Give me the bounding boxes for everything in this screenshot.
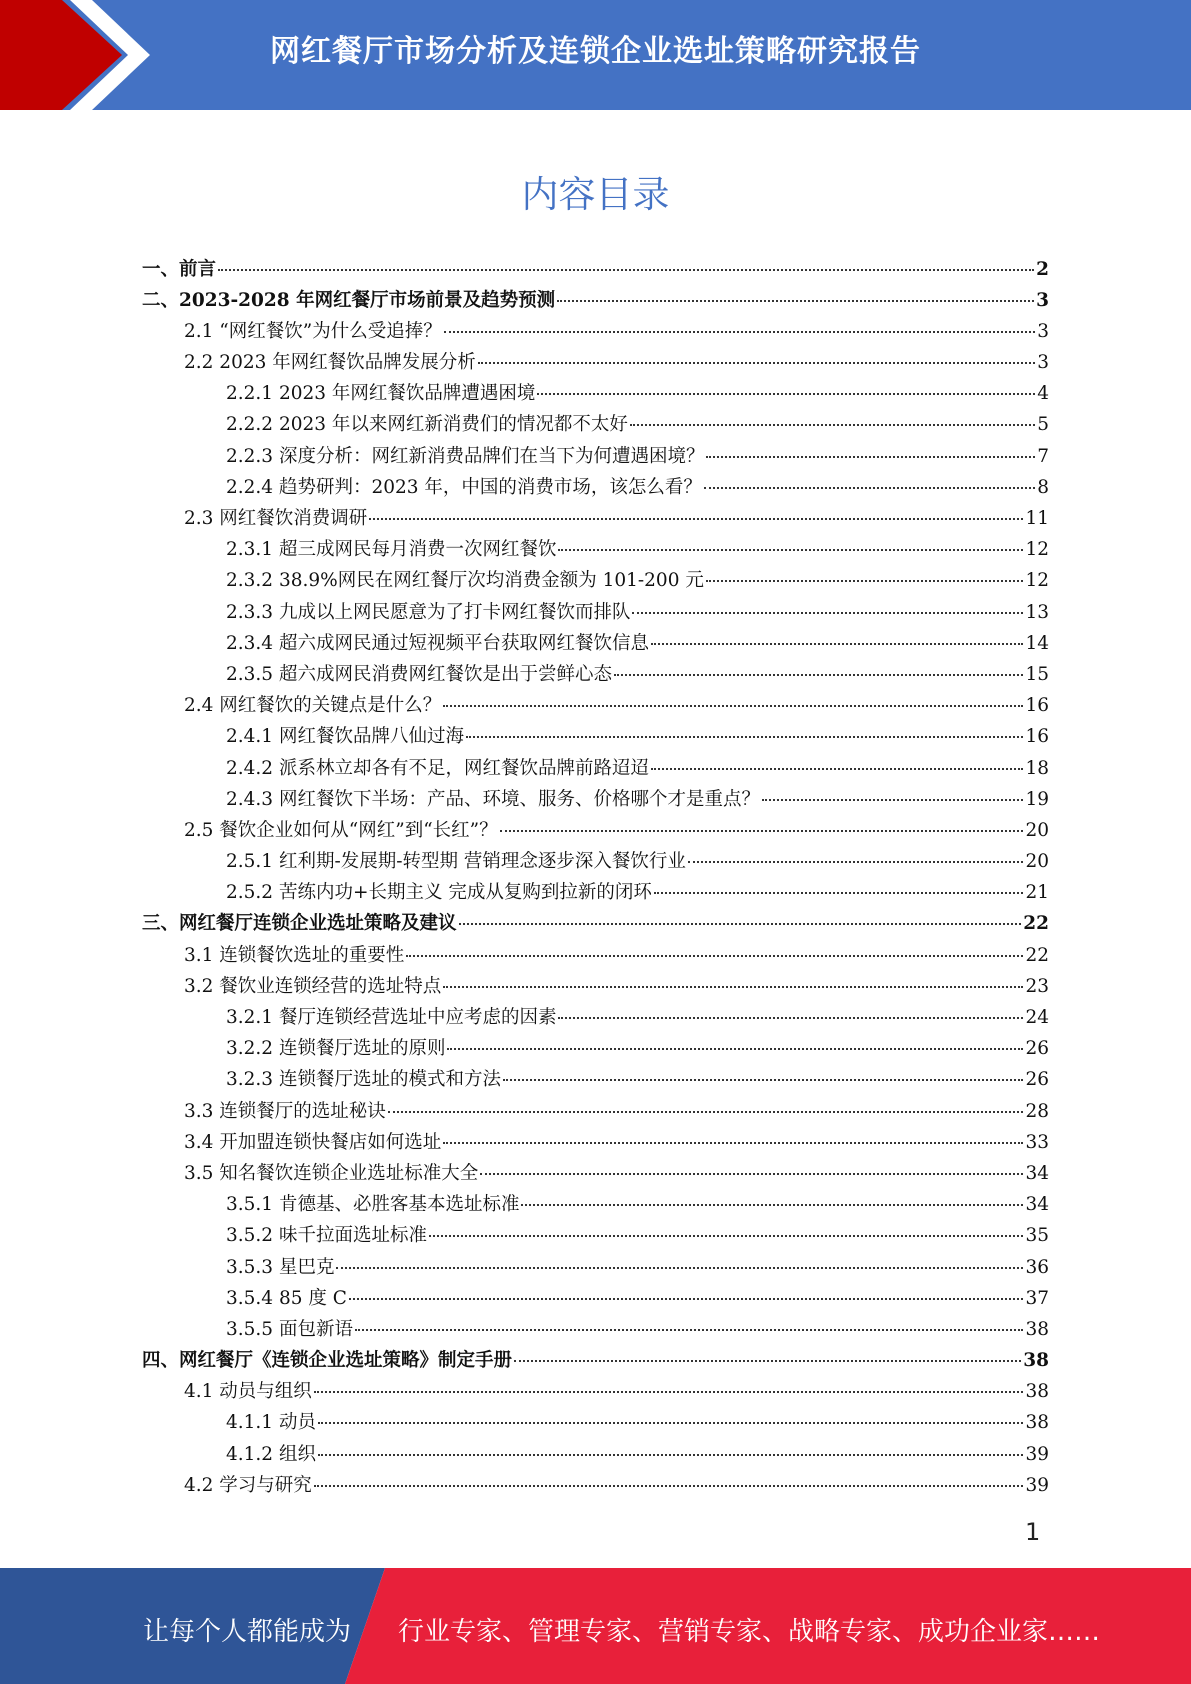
footer-banner xyxy=(0,1568,1191,1684)
toc-entry-title: 3.3 连锁餐厅的选址秘诀 xyxy=(184,1100,386,1122)
toc-entry-page: 39 xyxy=(1025,1474,1049,1496)
toc-leader-dots xyxy=(480,1154,1023,1175)
toc-leader-dots xyxy=(651,749,1023,770)
toc-entry-page: 12 xyxy=(1025,570,1049,592)
report-title: 网红餐厅市场分析及连锁企业选址策略研究报告 xyxy=(270,34,921,69)
toc-entry-page: 38 xyxy=(1025,1318,1049,1340)
toc-entry-page: 3 xyxy=(1037,320,1049,342)
toc-entry-page: 22 xyxy=(1023,913,1049,935)
toc-leader-dots xyxy=(521,1186,1023,1207)
toc-entry-title: 2.4.2 派系林立却各有不足，网红餐饮品牌前路迢迢 xyxy=(226,757,649,779)
toc-entry-page: 13 xyxy=(1025,601,1049,623)
toc-entry-page: 36 xyxy=(1025,1256,1049,1278)
toc-leader-dots xyxy=(406,936,1023,957)
toc-entry-page: 38 xyxy=(1025,1381,1049,1403)
toc-leader-dots xyxy=(459,905,1022,926)
toc-entry-title: 2.4.1 网红餐饮品牌八仙过海 xyxy=(226,726,464,748)
toc-entry-page: 21 xyxy=(1025,882,1049,904)
toc-entry-title: 4.1.1 动员 xyxy=(226,1412,316,1434)
toc-leader-dots xyxy=(614,655,1023,676)
toc-entry-title: 2.3.3 九成以上网民愿意为了打卡网红餐饮而排队 xyxy=(226,601,631,623)
toc-entry-title: 三、网红餐厅连锁企业选址策略及建议 xyxy=(142,913,457,935)
toc-entry-title: 四、网红餐厅《连锁企业选址策略》制定手册 xyxy=(142,1350,513,1372)
toc-leader-dots xyxy=(537,375,1035,396)
footer-slogan-left: 让每个人都能成为 xyxy=(143,1617,352,1647)
toc-entry-title: 3.5.4 85 度 C xyxy=(226,1287,347,1309)
toc-entry-page: 23 xyxy=(1025,975,1049,997)
toc-leader-dots xyxy=(318,1435,1024,1456)
toc-entry-page: 35 xyxy=(1025,1225,1049,1247)
toc-leader-dots xyxy=(429,1217,1023,1238)
toc-entry-title: 一、前言 xyxy=(142,258,217,280)
toc-entry-page: 34 xyxy=(1025,1194,1049,1216)
toc-leader-dots xyxy=(514,1342,1021,1363)
toc-entry-page: 16 xyxy=(1025,726,1049,748)
toc-entry-page: 20 xyxy=(1025,851,1049,873)
toc-leader-dots xyxy=(503,1061,1023,1082)
toc-entry-title: 3.5.2 味千拉面选址标准 xyxy=(226,1225,427,1247)
toc-entry-title: 2.4.3 网红餐饮下半场：产品、环境、服务、价格哪个才是重点？ xyxy=(226,788,760,810)
toc-entry-page: 22 xyxy=(1025,944,1049,966)
page-number: 1 xyxy=(1025,1518,1041,1546)
toc-entry-page: 24 xyxy=(1025,1007,1049,1028)
toc-leader-dots xyxy=(632,593,1023,614)
toc-entry-title: 3.5.3 星巴克 xyxy=(226,1256,335,1278)
toc-entry-title: 3.2.1 餐厅连锁经营选址中应考虑的因素 xyxy=(226,1007,557,1028)
toc-entry-page: 37 xyxy=(1025,1287,1049,1309)
toc-entry-title: 2.1 “网红餐饮”为什么受追捧？ xyxy=(184,320,442,342)
toc-entry-page: 4 xyxy=(1037,383,1049,405)
toc-entry-title: 3.2 餐饮业连锁经营的选址特点 xyxy=(184,975,442,997)
toc-entry-title: 3.2.3 连锁餐厅选址的模式和方法 xyxy=(226,1069,501,1091)
header-banner xyxy=(0,0,1191,110)
toc-entry-page: 26 xyxy=(1025,1038,1049,1060)
toc-entry-title: 4.1.2 组织 xyxy=(226,1443,316,1465)
toc-entry-title: 2.2 2023 年网红餐饮品牌发展分析 xyxy=(184,352,476,374)
toc-entry-page: 33 xyxy=(1025,1131,1049,1153)
toc-entry-title: 2.2.1 2023 年网红餐饮品牌遭遇困境 xyxy=(226,383,536,405)
toc-leader-dots xyxy=(558,999,1023,1020)
toc-leader-dots xyxy=(704,468,1035,489)
toc-entry-title: 2.2.4 趋势研判：2023 年，中国的消费市场，该怎么看？ xyxy=(226,476,702,498)
toc-entry-page: 5 xyxy=(1037,414,1049,436)
toc-entry-page: 34 xyxy=(1025,1162,1049,1184)
toc-leader-dots xyxy=(218,250,1034,271)
toc-entry-title: 3.1 连锁餐饮选址的重要性 xyxy=(184,944,405,966)
toc-entry-page: 16 xyxy=(1025,695,1049,717)
toc-leader-dots xyxy=(369,500,1023,521)
toc-leader-dots xyxy=(388,1092,1024,1113)
toc-leader-dots xyxy=(314,1373,1024,1394)
toc-leader-dots xyxy=(443,1123,1023,1144)
toc-entry-page: 3 xyxy=(1037,352,1049,374)
toc-entry-page: 8 xyxy=(1037,476,1049,498)
toc-entry-title: 2.5 餐饮企业如何从“网红”到“长红”？ xyxy=(184,819,498,841)
toc-entry-title: 2.2.3 深度分析：网红新消费品牌们在当下为何遭遇困境？ xyxy=(226,445,705,467)
toc-leader-dots xyxy=(349,1279,1024,1300)
toc-leader-dots xyxy=(443,687,1023,708)
toc-leader-dots xyxy=(443,967,1023,988)
table-of-contents xyxy=(142,254,1049,1502)
toc-entry-page: 14 xyxy=(1025,632,1049,654)
toc-entry-title: 3.5.5 面包新语 xyxy=(226,1318,353,1340)
toc-leader-dots xyxy=(706,437,1035,458)
toc-leader-dots xyxy=(318,1404,1024,1425)
toc-entry-page: 19 xyxy=(1025,788,1049,810)
toc-entry-title: 3.4 开加盟连锁快餐店如何选址 xyxy=(184,1131,442,1153)
toc-entry-page: 3 xyxy=(1036,289,1049,311)
toc-entry-title: 2.3.2 38.9%网民在网红餐厅次均消费金额为 101-200 元 xyxy=(226,570,704,592)
toc-leader-dots xyxy=(630,406,1035,427)
toc-leader-dots xyxy=(336,1248,1023,1269)
toc-entry-title: 4.1 动员与组织 xyxy=(184,1381,312,1403)
toc-entry-page: 38 xyxy=(1025,1412,1049,1434)
toc-entry-page: 18 xyxy=(1025,757,1049,779)
toc-entry-title: 2.3 网红餐饮消费调研 xyxy=(184,508,368,529)
toc-leader-dots xyxy=(557,281,1034,302)
toc-entry-page: 15 xyxy=(1025,663,1049,685)
footer-slogan-right: 行业专家、管理专家、营销专家、战略专家、成功企业家…… xyxy=(398,1617,1101,1647)
toc-leader-dots xyxy=(447,1030,1023,1051)
toc-entry-page: 20 xyxy=(1025,819,1049,841)
toc-entry-title: 2.3.1 超三成网民每月消费一次网红餐饮 xyxy=(226,539,557,561)
toc-entry-page: 28 xyxy=(1025,1100,1049,1122)
toc-leader-dots xyxy=(706,562,1024,583)
toc-leader-dots xyxy=(466,718,1023,739)
toc-entry-title: 2.4 网红餐饮的关键点是什么？ xyxy=(184,695,442,717)
toc-entry-page: 7 xyxy=(1037,445,1049,467)
toc-entry-title: 3.2.2 连锁餐厅选址的原则 xyxy=(226,1038,446,1060)
toc-entry-title: 4.2 学习与研究 xyxy=(184,1474,312,1496)
toc-entry-title: 2.5.2 苦练内功+长期主义 完成从复购到拉新的闭环 xyxy=(226,882,652,904)
toc-leader-dots xyxy=(444,312,1036,333)
toc-entry-title: 2.3.5 超六成网民消费网红餐饮是出于尝鲜心态 xyxy=(226,663,612,685)
toc-entry-page: 39 xyxy=(1025,1443,1049,1465)
toc-leader-dots xyxy=(654,874,1024,895)
toc-entry-title: 3.5.1 肯德基、必胜客基本选址标准 xyxy=(226,1194,520,1216)
toc-entry-page: 38 xyxy=(1023,1350,1049,1372)
toc-entry-title: 2.3.4 超六成网民通过短视频平台获取网红餐饮信息 xyxy=(226,632,649,654)
toc-entry-title: 二、2023-2028 年网红餐厅市场前景及趋势预测 xyxy=(142,289,556,311)
toc-entry-page: 11 xyxy=(1025,508,1049,529)
toc-leader-dots xyxy=(651,624,1023,645)
toc-leader-dots xyxy=(314,1466,1024,1487)
toc-leader-dots xyxy=(500,811,1024,832)
toc-heading: 内容目录 xyxy=(521,173,670,216)
toc-entry-title: 3.5 知名餐饮连锁企业选址标准大全 xyxy=(184,1162,479,1184)
toc-leader-dots xyxy=(478,344,1035,365)
toc-entry-title: 2.5.1 红利期-发展期-转型期 营销理念逐步深入餐饮行业 xyxy=(226,851,686,873)
toc-entry-title: 2.2.2 2023 年以来网红新消费们的情况都不太好 xyxy=(226,414,628,436)
toc-leader-dots xyxy=(558,531,1023,552)
toc-entry-page: 12 xyxy=(1025,539,1049,561)
toc-leader-dots xyxy=(355,1310,1024,1331)
toc-entry-page: 26 xyxy=(1025,1069,1049,1091)
toc-leader-dots xyxy=(762,780,1023,801)
toc-entry-page: 2 xyxy=(1036,258,1049,280)
toc-entry[interactable] xyxy=(142,1470,1049,1501)
toc-leader-dots xyxy=(688,843,1024,864)
